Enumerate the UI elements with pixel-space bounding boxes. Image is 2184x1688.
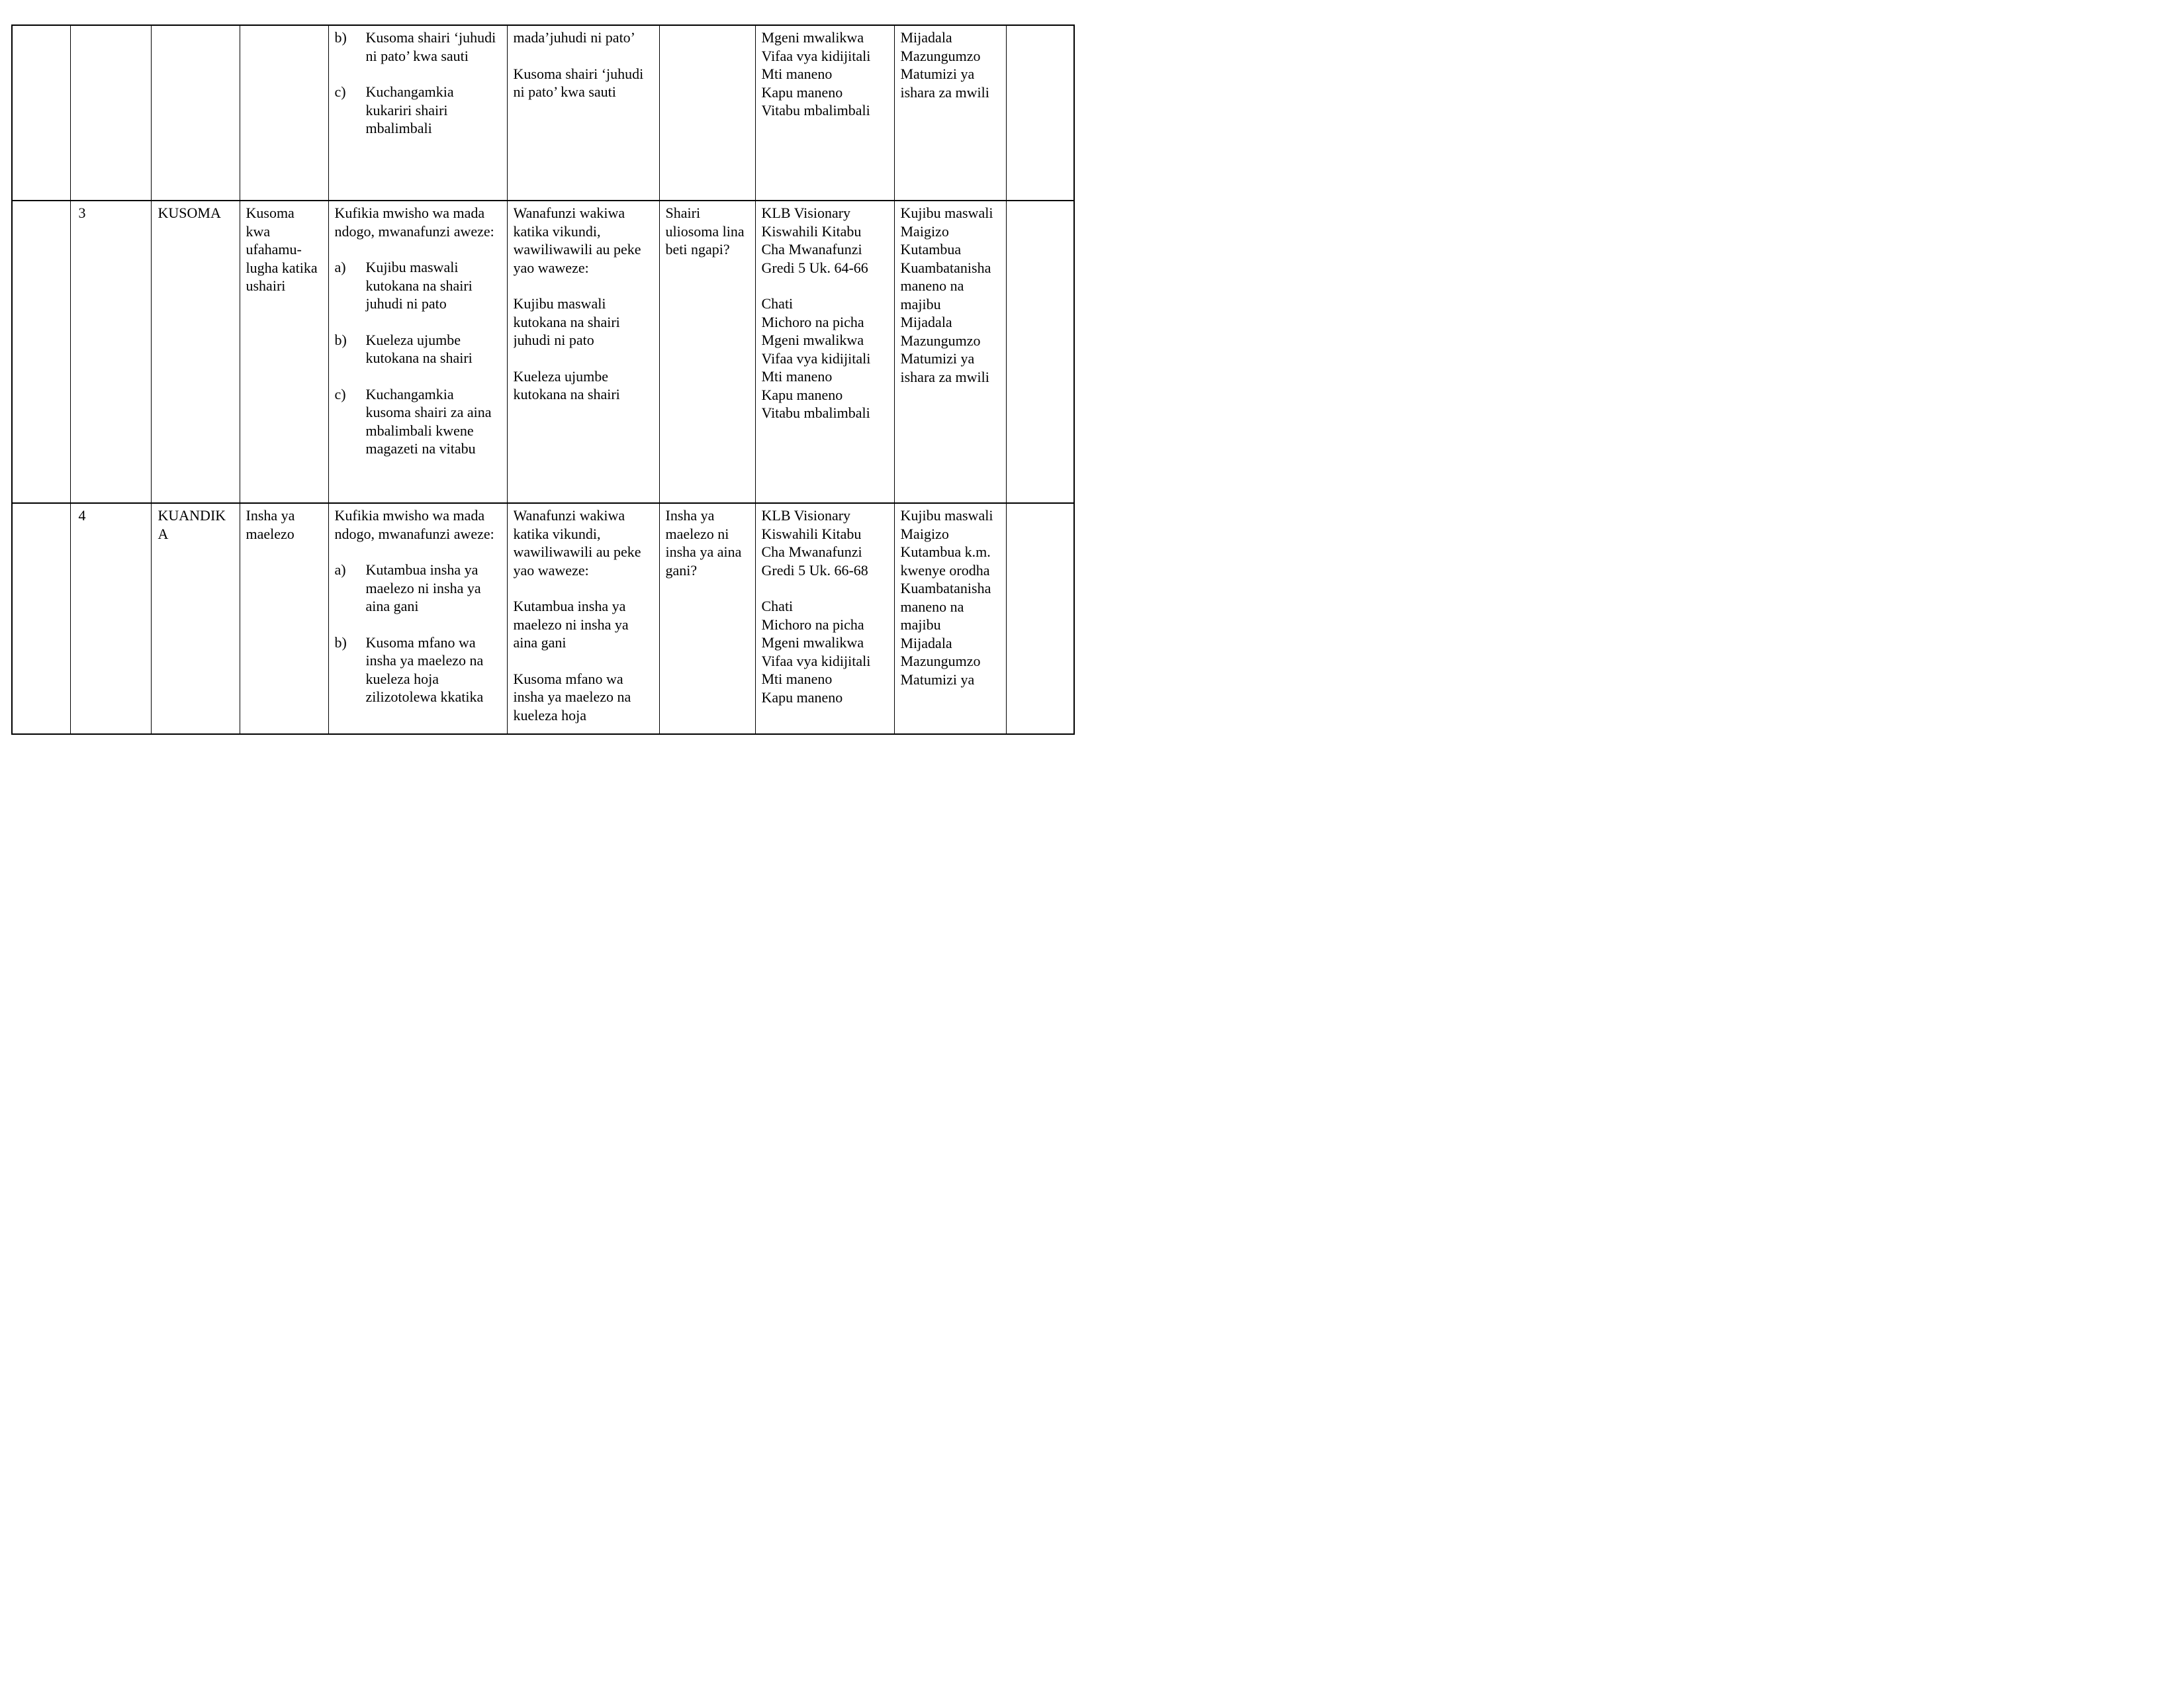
table-row-lesson-4	[12, 503, 1074, 734]
assessment-item: Maigizo	[900, 222, 949, 240]
cell-lesson-number-r3	[70, 503, 151, 734]
objective-item	[335, 83, 501, 138]
assessment-item: Kujibu maswali	[900, 205, 993, 221]
cell-resources-r3	[755, 503, 894, 734]
resource-item: Michoro na picha	[761, 616, 864, 633]
objective-text: Kujibu maswali kutokana na shairi juhudi ni pato	[365, 259, 473, 312]
resource-item: Vitabu mbalimbali	[761, 404, 870, 421]
objectives-intro: Kufikia mwisho wa mada ndogo, mwanafunzi aweze:	[334, 507, 494, 542]
cell-assessment-r3	[894, 503, 1006, 734]
objective-text: Kusoma mfano wa insha ya maelezo na kueleza hoja zilizotolewa kkatika	[365, 633, 484, 705]
topic-label: KUANDIKA	[158, 507, 226, 542]
cell-remarks-r3	[1006, 503, 1074, 734]
resource-item: Vifaa vya kidijitali	[761, 47, 871, 64]
activity-paragraph: Kutambua insha ya maelezo ni insha ya aina gani	[513, 598, 629, 651]
cell-subtopic-r2	[240, 201, 328, 503]
document-page	[0, 0, 1092, 844]
cell-activities-r3	[507, 503, 659, 734]
assessment-item: Kutambua k.m. kwenye orodha	[900, 543, 991, 579]
resource-item: Kapu maneno	[761, 688, 843, 706]
activity-paragraph: Kujibu maswali kutokana na shairi juhudi ni pato	[513, 295, 620, 348]
assessment-item: Kutambua	[900, 241, 962, 258]
assessment-item: Mazungumzo	[900, 653, 981, 669]
cell-activities-r2	[507, 201, 659, 503]
objective-marker: a)	[334, 259, 346, 275]
resource-reference: KLB Visionary Kiswahili Kitabu Cha Mwanafunzi Gredi 5 Uk. 66-68	[761, 507, 868, 579]
objective-marker: a)	[334, 561, 346, 578]
resource-item: Mti maneno	[761, 368, 833, 385]
assessment-item: Matumizi ya	[900, 671, 975, 688]
cell-resources-r1	[755, 25, 894, 201]
resource-item: Kapu maneno	[761, 83, 843, 101]
resource-item: Mti maneno	[761, 66, 833, 82]
resource-item: Chati	[761, 598, 794, 614]
activity-paragraph: Wanafunzi wakiwa katika vikundi, wawiliwawili au peke yao waweze:	[513, 507, 641, 579]
cell-key-question-r3	[659, 503, 755, 734]
resource-item: Chati	[761, 295, 794, 312]
cell-assessment-r1	[894, 25, 1006, 201]
activity-paragraph: Kusoma shairi ‘juhudi ni pato’ kwa sauti	[513, 65, 644, 100]
cell-key-question-r1	[659, 25, 755, 201]
assessment-item: Kuambatanisha maneno na majibu	[900, 580, 991, 633]
objective-marker: b)	[334, 29, 347, 46]
key-question: Insha ya maelezo ni insha ya aina gani?	[665, 507, 742, 579]
activity-paragraph: mada’juhudi ni pato’	[513, 29, 636, 46]
resource-item: Vitabu mbalimbali	[761, 102, 870, 118]
table-row-continuation	[12, 25, 1074, 201]
cell-key-question-r2	[659, 201, 755, 503]
cell-subtopic-r3	[240, 503, 328, 734]
cell-week-r3	[12, 503, 70, 734]
resource-item: Mgeni mwalikwa	[761, 29, 864, 46]
cell-assessment-r2	[894, 201, 1006, 503]
cell-remarks-r1	[1006, 25, 1074, 201]
resource-item: Mti maneno	[761, 671, 833, 687]
assessment-item: Mazungumzo	[900, 47, 981, 64]
objective-item	[335, 28, 501, 65]
resource-item: Kapu maneno	[761, 386, 843, 403]
cell-activities-r1	[507, 25, 659, 201]
cell-objectives-r3	[328, 503, 507, 734]
topic-label: KUSOMA	[158, 205, 221, 221]
assessment-item: Kujibu maswali	[900, 507, 993, 524]
assessment-item: Mazungumzo	[900, 332, 981, 349]
resource-reference: KLB Visionary Kiswahili Kitabu Cha Mwanafunzi Gredi 5 Uk. 64-66	[761, 205, 868, 276]
lesson-number: 4	[78, 507, 86, 524]
subtopic-label: Insha ya maelezo	[246, 507, 295, 542]
subtopic-label: Kusoma kwa ufahamu-lugha katika ushairi	[246, 205, 318, 294]
assessment-item: Mijadala	[900, 634, 952, 651]
objective-text: Kueleza ujumbe kutokana na shairi	[365, 331, 473, 366]
cell-topic-r1	[151, 25, 240, 201]
cell-lesson-number-r1	[70, 25, 151, 201]
objective-item	[335, 633, 501, 706]
activity-paragraph: Wanafunzi wakiwa katika vikundi, wawiliwawili au peke yao waweze:	[513, 205, 641, 276]
objective-item	[335, 385, 501, 458]
resource-item: Vifaa vya kidijitali	[761, 350, 871, 367]
objective-text: Kusoma shairi ‘juhudi ni pato’ kwa sauti	[365, 29, 496, 64]
cell-topic-r2	[151, 201, 240, 503]
activity-paragraph: Kusoma mfano wa insha ya maelezo na kueleza hoja	[513, 670, 631, 724]
cell-remarks-r2	[1006, 201, 1074, 503]
objective-text: Kuchangamkia kukariri shairi mbalimbali	[365, 83, 454, 136]
cell-objectives-r1	[328, 25, 507, 201]
cell-resources-r2	[755, 201, 894, 503]
cell-subtopic-r1	[240, 25, 328, 201]
cell-objectives-r2	[328, 201, 507, 503]
cell-topic-r3	[151, 503, 240, 734]
objective-item	[335, 331, 501, 367]
assessment-item: Maigizo	[900, 525, 949, 542]
cell-week-r2	[12, 201, 70, 503]
objective-marker: b)	[334, 331, 347, 348]
resource-item: Michoro na picha	[761, 313, 864, 330]
assessment-item: Matumizi ya ishara za mwili	[900, 350, 989, 385]
cell-week-r1	[12, 25, 70, 201]
assessment-item: Mijadala	[900, 29, 952, 46]
cell-lesson-number-r2	[70, 201, 151, 503]
objective-item	[335, 561, 501, 616]
key-question: Shairi uliosoma lina beti ngapi?	[665, 205, 745, 258]
objective-marker: b)	[334, 633, 347, 651]
objective-text: Kuchangamkia kusoma shairi za aina mbalimbali kwene magazeti na vitabu	[365, 385, 492, 457]
objective-marker: c)	[334, 83, 346, 100]
scheme-of-work-table	[11, 24, 1075, 735]
objective-text: Kutambua insha ya maelezo ni insha ya aina gani	[365, 561, 481, 614]
resource-item: Mgeni mwalikwa	[761, 634, 864, 651]
objective-item	[335, 258, 501, 313]
activity-paragraph: Kueleza ujumbe kutokana na shairi	[513, 367, 620, 402]
resource-item: Vifaa vya kidijitali	[761, 652, 871, 669]
objective-marker: c)	[334, 385, 346, 402]
lesson-number: 3	[78, 205, 86, 221]
objectives-intro: Kufikia mwisho wa mada ndogo, mwanafunzi aweze:	[334, 205, 494, 240]
assessment-item: Matumizi ya ishara za mwili	[900, 66, 989, 101]
resource-item: Mgeni mwalikwa	[761, 332, 864, 348]
assessment-item: Kuambatanisha maneno na majibu	[900, 259, 991, 312]
assessment-item: Mijadala	[900, 314, 952, 330]
table-row-lesson-3	[12, 201, 1074, 503]
